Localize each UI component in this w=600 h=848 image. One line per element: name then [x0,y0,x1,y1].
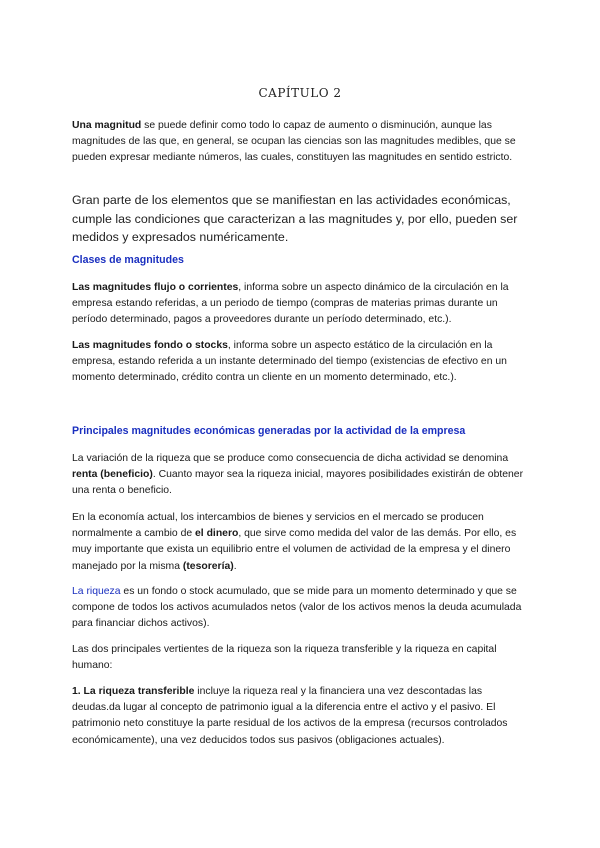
paragraph-text: , informa sobre un aspecto dinámico de la circulación en la empresa estando referidas, a un periodo de tiempo (compras de materias primas durante un período determinado, pagos a proveedores durante un período determinado, etc.). [72,282,509,326]
term-riqueza-transferible: 1. La riqueza transferible [72,686,195,697]
paragraph-text: incluye la riqueza real y la financiera una vez descontadas las deudas.da lugar al concepto de patrimonio igual a la diferencia entre el activo y el pasivo. El patrimonio neto constituye la parte residual de los activos de la empresa (recursos controlados económicamente), una vez deducidos todos sus pasivos (obligaciones actuales). [72,686,508,746]
paragraph-text: , que sirve como medida del valor de las demás. Por ello, es muy importante que exista un equilibrio entre el volumen de actividad de la empresa y el dinero manejado por la misma [72,528,517,572]
paragraph-vertientes: Las dos principales vertientes de la riqueza son la riqueza transferible y la riqueza en capital humano: [72,644,497,672]
paragraph-dinero [72,510,532,575]
paragraph-fondo [72,338,532,387]
paragraph-text: En la economía actual, los intercambios de bienes y servicios en el mercado se producen normalmente a cambio de [72,512,484,540]
paragraph-riqueza [72,584,532,633]
paragraph-text: es un fondo o stock acumulado, que se mide para un momento determinado y que se compone de todos los activos acumulados netos (valor de los activos menos la deuda acumulada para financiar dichos activos). [72,586,522,630]
paragraph-renta [72,451,532,500]
term-renta: renta (beneficio) [72,469,153,481]
heading-principales: Principales magnitudes económicas generadas por la actividad de la empresa [72,425,466,437]
heading-clases: Clases de magnitudes [72,254,184,266]
term-magnitud: Una magnitud [72,120,142,131]
chapter-title: CAPÍTULO 2 [258,86,342,100]
term-tesoreria: (tesorería) [182,560,234,572]
paragraph-flujo [72,280,532,329]
paragraph-text: La variación de la riqueza que se produce como consecuencia de dicha actividad se denomina [72,453,509,464]
paragraph-magnitud [72,118,532,167]
term-fondo: Las magnitudes fondo o stocks [72,340,228,351]
paragraph-elementos: Gran parte de los elementos que se manifiestan en las actividades económicas, cumple las condiciones que caracterizan a las magnitudes y, por ello, pueden ser medidos y expresados numéricamente. [72,193,518,244]
paragraph-text: se puede definir como todo lo capaz de aumento o disminución, aunque las magnitudes de las que, en general, se ocupan las ciencias son las magnitudes medibles, que se pueden expresar mediante números, las cuales, constituyen las magnitudes en sentido estricto. [72,120,516,164]
term-dinero: el dinero [195,528,239,540]
paragraph-text: , informa sobre un aspecto estático de la circulación en la empresa, estando referida a un instante determinado del tiempo (existencias de efectivo en un momento determinado, crédito contra un cliente en un momento determinado, etc.). [72,340,507,384]
paragraph-text: . [233,560,237,572]
term-flujo: Las magnitudes flujo o corrientes [72,282,239,293]
term-riqueza: La riqueza [72,586,121,597]
paragraph-riqueza-transferible [72,684,532,749]
paragraph-text: . Cuanto mayor sea la riqueza inicial, mayores posibilidades existirán de obtener una renta o beneficio. [72,469,524,497]
